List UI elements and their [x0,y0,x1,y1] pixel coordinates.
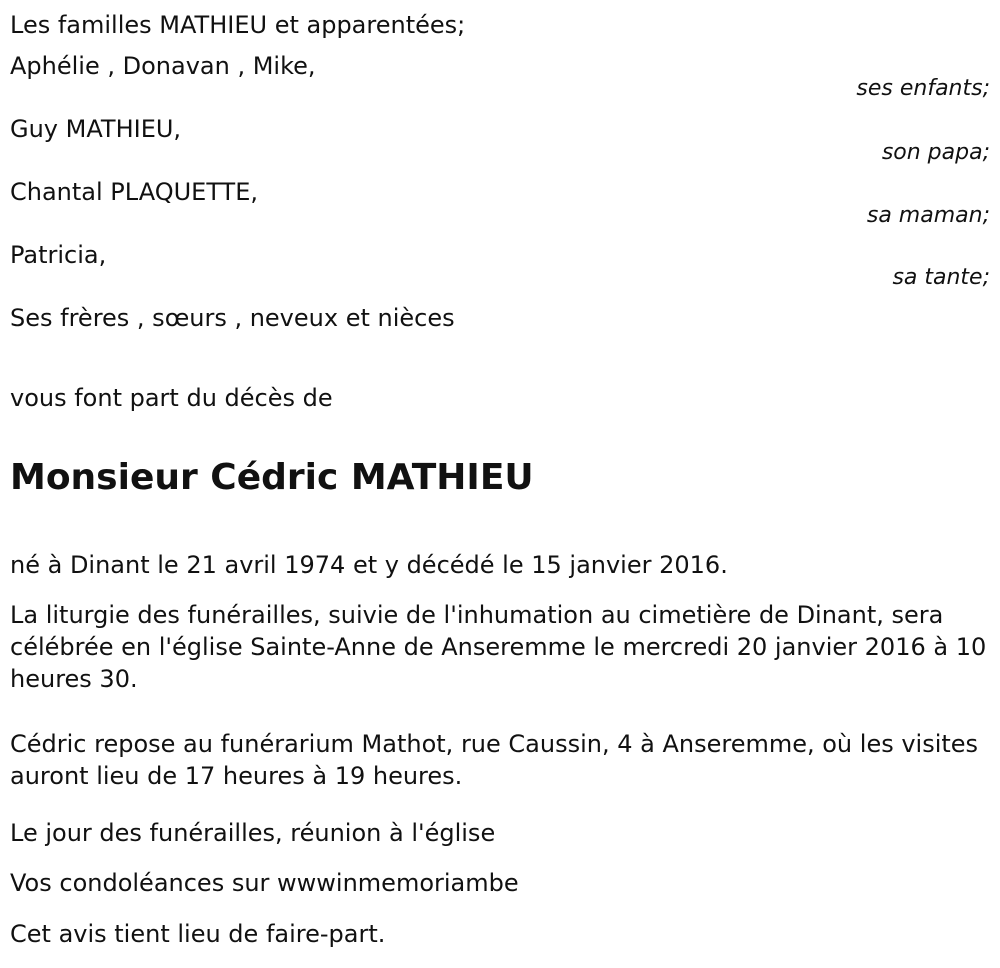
member-name-father: Guy MATHIEU, [10,115,182,143]
funeral-paragraph: La liturgie des funérailles, suivie de l'inhumation au cimetière de Dinant, sera célébrée en l'église Sainte-Anne de Anseremme le mercredi 20 janvier 2016 à 10 heures 30. [10,601,987,693]
relatives-line: Ses frères , sœurs , neveux et nièces [10,304,455,332]
deceased-name: Monsieur Cédric MATHIEU [10,457,534,498]
member-role-mother: sa maman; [866,203,990,228]
visitation-paragraph: Cédric repose au funérarium Mathot, rue Caussin, 4 à Anseremme, où les visites auront lieu de 17 heures à 19 heures. [10,730,979,790]
member-role-father: son papa; [881,140,990,165]
birth-death-line: né à Dinant le 21 avril 1974 et y décédé le 15 janvier 2016. [10,551,728,579]
member-role-children: ses enfants; [856,76,990,101]
meeting-line: Le jour des funérailles, réunion à l'église [10,819,496,847]
member-name-children: Aphélie , Donavan , Mike, [10,52,316,80]
condolences-line: Vos condoléances sur wwwinmemoriambe [10,869,519,897]
family-intro: Les familles MATHIEU et apparentées; [10,11,466,39]
announcement-line: vous font part du décès de [10,384,333,412]
closing-line: Cet avis tient lieu de faire-part. [10,920,386,948]
member-role-aunt: sa tante; [892,265,990,290]
member-name-aunt: Patricia, [10,241,107,269]
member-name-mother: Chantal PLAQUETTE, [10,178,259,206]
